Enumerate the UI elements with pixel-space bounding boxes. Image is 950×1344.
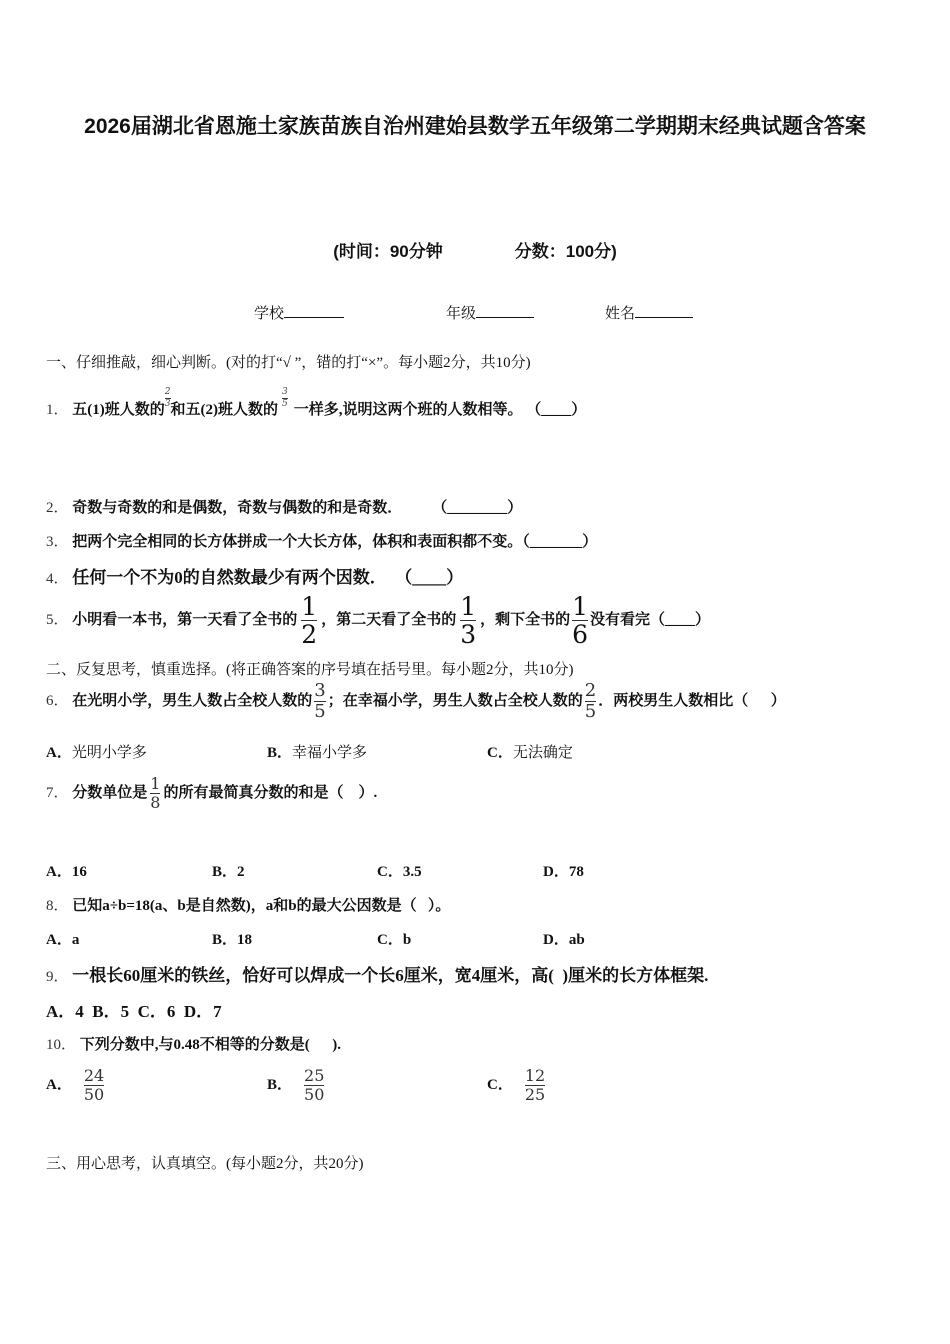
q7-text-b: 的所有最简真分数的和是（ ）.	[163, 784, 378, 801]
question-number: 9．	[46, 969, 69, 985]
q5-text-b: ，第二天看了全书的	[321, 611, 457, 628]
option-text: a	[71, 932, 80, 948]
page-title: 2026届湖北省恩施土家族苗族自治州建始县数学五年级第二学期期末经典试题含答案	[84, 115, 866, 138]
question-number: 2．	[46, 500, 69, 516]
q6-text-b: ；在幸福小学，男生人数占全校人数的	[327, 692, 583, 709]
q3-text: 把两个完全相同的长方体拼成一个大长方体，体积和表面积都不变。（_______）	[72, 534, 598, 550]
option-label: C．	[377, 864, 403, 880]
q5-frac3-den: 6	[572, 620, 589, 649]
question-6	[46, 682, 786, 721]
q6-frac1-num: 3	[314, 680, 326, 701]
option-text: 18	[237, 932, 253, 948]
option-text: 3.5	[402, 864, 422, 880]
option-label: B．	[267, 745, 293, 761]
option-text: 光明小学多	[71, 745, 147, 761]
q8-option-a[interactable]	[46, 928, 79, 949]
q5-text-a: 小明看一本书，第一天看了全书的	[72, 611, 298, 628]
q1-frac1-den: 3	[164, 399, 171, 410]
option-label: C．	[487, 745, 513, 761]
q5-frac1-num: 1	[301, 592, 318, 621]
option-label: C．	[487, 1076, 513, 1093]
q6-option-c[interactable]	[487, 741, 573, 762]
q6-text-a: 在光明小学，男生人数占全校人数的	[72, 692, 313, 709]
q9-text: 一根长60厘米的铁丝，恰好可以焊成一个长6厘米，宽4厘米，高( )厘米的长方体框架.	[72, 966, 709, 985]
q8-option-c[interactable]	[377, 928, 411, 949]
q10-option-a[interactable]	[46, 1068, 104, 1103]
question-number: 3．	[46, 534, 69, 550]
q5-frac2-den: 3	[460, 620, 477, 649]
name-label: 姓名	[605, 306, 636, 322]
q6-option-a[interactable]	[46, 741, 147, 762]
question-number: 5．	[46, 611, 69, 628]
q9-options[interactable]: A．4 B．5 C．6 D．7	[46, 1002, 222, 1021]
option-label: B．	[212, 932, 238, 948]
q6-frac1-den: 5	[314, 701, 326, 722]
q7-option-d[interactable]	[543, 860, 584, 881]
q1-text-a: 五(1)班人数的	[72, 402, 165, 418]
section-3-heading: 三、用心思考，认真填空。(每小题2分，共20分)	[46, 1156, 364, 1172]
name-field[interactable]	[605, 302, 693, 323]
option-label: A．	[46, 864, 72, 880]
question-7	[46, 776, 377, 811]
q5-frac3-num: 1	[572, 592, 589, 621]
q1-text-c: 一样多,说明这两个班的人数相等。 （____）	[293, 402, 587, 418]
q1-frac1-num: 2	[164, 387, 171, 398]
q1-frac2-num: 3	[282, 387, 288, 398]
option-frac-num: 24	[83, 1066, 105, 1085]
option-label: A．	[46, 932, 72, 948]
option-frac-den: 25	[524, 1085, 546, 1104]
question-2	[46, 496, 522, 517]
q6-frac2-num: 2	[584, 680, 597, 701]
school-field[interactable]	[254, 302, 344, 323]
section-1-heading: 一、仔细推敲，细心判断。(对的打“√ ”，错的打“×”。每小题2分，共10分)	[46, 355, 531, 371]
option-frac-num: 25	[304, 1066, 325, 1085]
option-frac-den: 50	[304, 1085, 325, 1104]
exam-score: 分数：100分)	[514, 242, 617, 261]
q1-text-b: 和五(2)班人数的	[170, 402, 278, 418]
question-number: 10．	[46, 1037, 77, 1053]
question-9	[46, 961, 708, 986]
question-3	[46, 530, 597, 551]
question-5	[46, 594, 710, 647]
question-8	[46, 894, 450, 915]
q8-text: 已知a÷b=18(a、b是自然数)，a和b的最大公因数是（ ）。	[72, 898, 451, 914]
option-label: B．	[267, 1076, 293, 1093]
q6-frac2-den: 5	[584, 701, 597, 722]
question-4	[46, 563, 463, 588]
q4-text: 任何一个不为0的自然数最少有两个因数． （____）	[72, 568, 464, 587]
q10-text: 下列分数中,与0.48不相等的分数是( ).	[79, 1037, 342, 1053]
option-text: b	[402, 932, 412, 948]
school-label: 学校	[254, 306, 285, 322]
q6-text-c: ．两校男生人数相比（ ）	[598, 692, 786, 709]
q2-text: 奇数与奇数的和是偶数，奇数与偶数的和是奇数． （________）	[72, 500, 523, 516]
q5-frac2-num: 1	[460, 592, 477, 621]
section-2-heading: 二、反复思考，慎重选择。(将正确答案的序号填在括号里。每小题2分，共10分)	[46, 662, 574, 678]
question-number: 4．	[46, 571, 69, 587]
exam-meta	[0, 237, 950, 262]
q6-option-b[interactable]	[267, 741, 367, 762]
option-label: D．	[543, 864, 569, 880]
grade-field[interactable]	[446, 302, 534, 323]
q7-frac-den: 8	[150, 793, 161, 812]
option-text: 幸福小学多	[292, 745, 368, 761]
option-label: B．	[212, 864, 238, 880]
option-text: ab	[568, 932, 585, 948]
q7-option-c[interactable]	[377, 860, 422, 881]
q8-option-d[interactable]	[543, 928, 585, 949]
q1-frac2-den: 5	[282, 399, 288, 410]
q7-option-b[interactable]	[212, 860, 245, 881]
question-10	[46, 1033, 341, 1054]
q8-option-b[interactable]	[212, 928, 252, 949]
question-number: 1．	[46, 402, 69, 418]
option-frac-num: 12	[524, 1066, 546, 1085]
q10-option-c[interactable]	[487, 1068, 545, 1103]
question-number: 8．	[46, 898, 69, 914]
question-1	[46, 387, 587, 421]
option-text: 2	[237, 864, 245, 880]
q5-text-c: ，剩下全书的	[480, 611, 571, 628]
question-number: 6．	[46, 692, 69, 709]
option-text: 无法确定	[512, 745, 573, 761]
q7-option-a[interactable]	[46, 860, 87, 881]
exam-time: (时间：90分钟	[333, 242, 443, 261]
q7-text-a: 分数单位是	[72, 784, 148, 801]
option-frac-den: 50	[83, 1085, 105, 1104]
option-label: D．	[543, 932, 569, 948]
q5-text-d: 没有看完（____）	[590, 611, 711, 628]
option-text: 16	[71, 864, 87, 880]
q5-frac1-den: 2	[301, 620, 318, 649]
grade-label: 年级	[446, 306, 477, 322]
q10-option-b[interactable]	[267, 1068, 324, 1103]
option-label: A．	[46, 745, 72, 761]
option-text: 78	[568, 864, 584, 880]
question-number: 7．	[46, 784, 69, 801]
q7-frac-num: 1	[150, 774, 161, 793]
option-label: C．	[377, 932, 403, 948]
option-label: A．	[46, 1076, 72, 1093]
